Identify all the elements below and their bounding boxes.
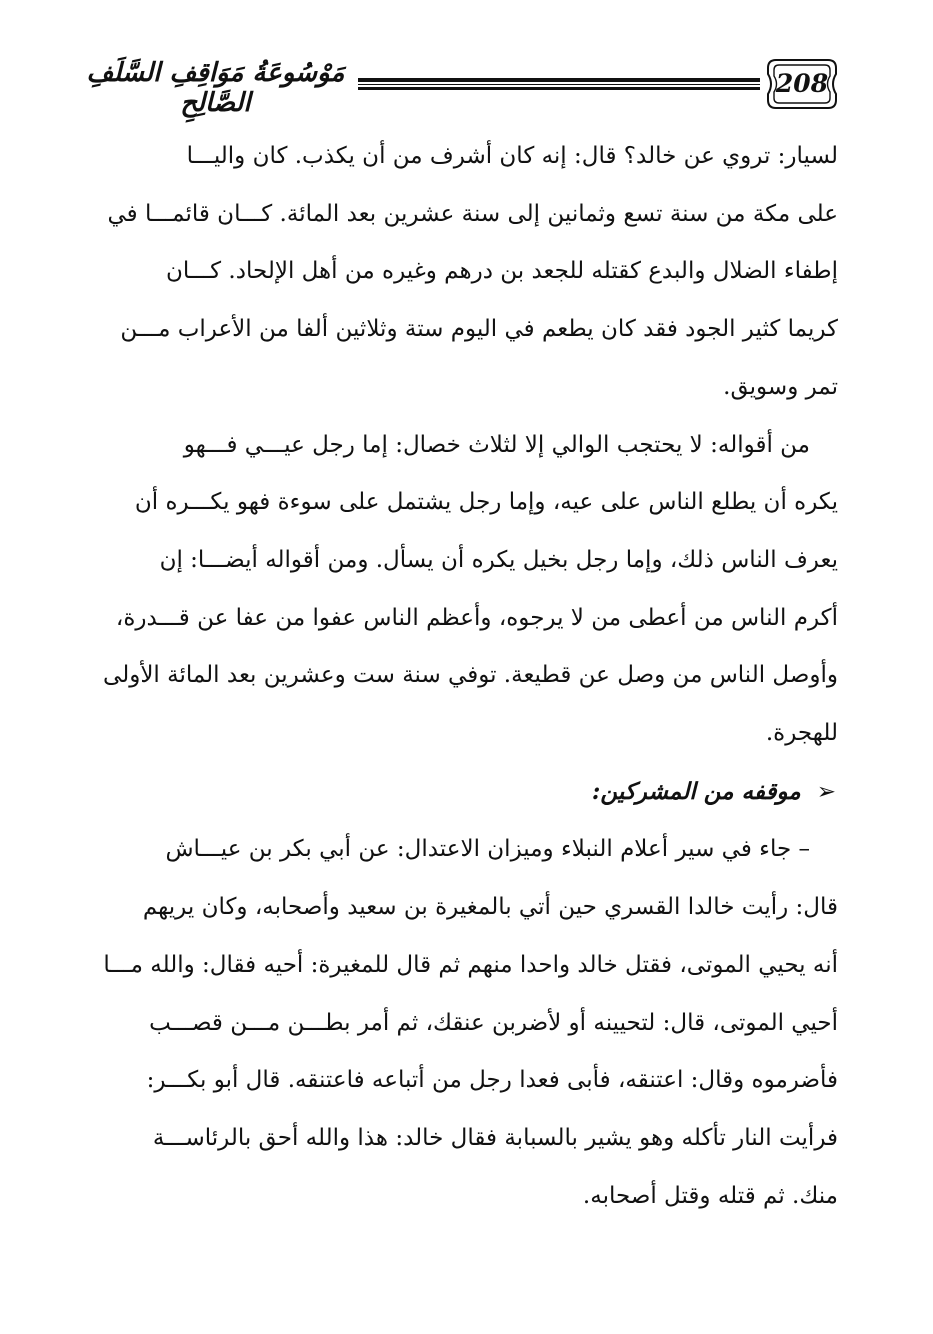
page-header <box>78 52 838 120</box>
page-number: 208 <box>775 69 829 98</box>
text-line: وأوصل الناس من وصل عن قطيعة. توفي سنة ست وعشرين بعد المائة الأولى <box>103 662 838 689</box>
text-line: على مكة من سنة تسع وثمانين إلى سنة عشرين بعد المائة. كـــان قائمـــا في <box>107 200 838 227</box>
text-line: كريما كثير الجود فقد كان يطعم في اليوم ستة وثلاثين ألفا من الأعراب مـــن <box>120 316 838 343</box>
book-title: مَوْسُوعَةُ مَوَاقِفِ السَّلَفِ الصَّالِحِ <box>86 58 345 118</box>
text-line: تمر وسويق. <box>723 373 838 400</box>
text-line: أكرم الناس من أعطى من لا يرجوه، وأعظم الناس عفوا من عفا عن قـــدرة، <box>115 604 838 631</box>
paragraph-1 <box>98 128 838 417</box>
text-line: للهجرة. <box>765 720 838 747</box>
text-line: إطفاء الضلال والبدع كقتله للجعد بن درهم وغيره من أهل الإلحاد. كـــان <box>166 258 838 285</box>
section-heading <box>98 763 838 822</box>
text-line: أحيي الموتى، قال: لتحيينه أو لأضربن عنقك، ثم أمر بطـــن مـــن قصـــب <box>149 1009 838 1036</box>
section-heading-text: موقفه من المشركين: <box>591 777 801 805</box>
text-line: قال: رأيت خالدا القسري حين أتي بالمغيرة بن سعيد وأصحابه، وكان يريهم <box>142 894 838 921</box>
text-line: منك. ثم قتله وقتل أصحابه. <box>582 1182 838 1209</box>
text-line: – جاء في سير أعلام النبلاء وميزان الاعتدال: عن أبي بكر بن عيـــاش <box>165 836 810 863</box>
text-line: أنه يحيي الموتى، فقتل خالد واحدا منهم ثم قال للمغيرة: أحيه فقال: والله مـــا <box>103 951 838 978</box>
text-line: يكره أن يطلع الناس على عيه، وإما رجل يشتمل على سوءة فهو يكـــره أن <box>134 489 838 516</box>
header-rule <box>358 78 760 90</box>
text-line: فرأيت النار تأكله وهو يشير بالسبابة فقال خالد: هذا والله أحق بالرئاســـة <box>152 1124 838 1151</box>
text-line: من أقواله: لا يحتجب الوالي إلا لثلاث خصال: إما رجل عيـــي فـــهو <box>183 431 810 458</box>
arrow-bullet-icon: ➢ <box>816 778 836 805</box>
paragraph-3 <box>98 821 838 1225</box>
page-number-badge <box>766 52 838 116</box>
text-line: لسيار: تروي عن خالد؟ قال: إنه كان أشرف من أن يكذب. كان واليـــا <box>186 143 838 169</box>
page-body <box>98 128 838 1225</box>
text-line: فأضرموه وقال: اعتنقه، فأبى فعدا رجل من أتباعه فاعتنقه. قال أبو بكـــر: <box>146 1067 838 1094</box>
paragraph-2 <box>98 417 838 763</box>
text-line: يعرف الناس ذلك، وإما رجل بخيل يكره أن يسأل. ومن أقواله أيضـــا: إن <box>159 546 838 573</box>
